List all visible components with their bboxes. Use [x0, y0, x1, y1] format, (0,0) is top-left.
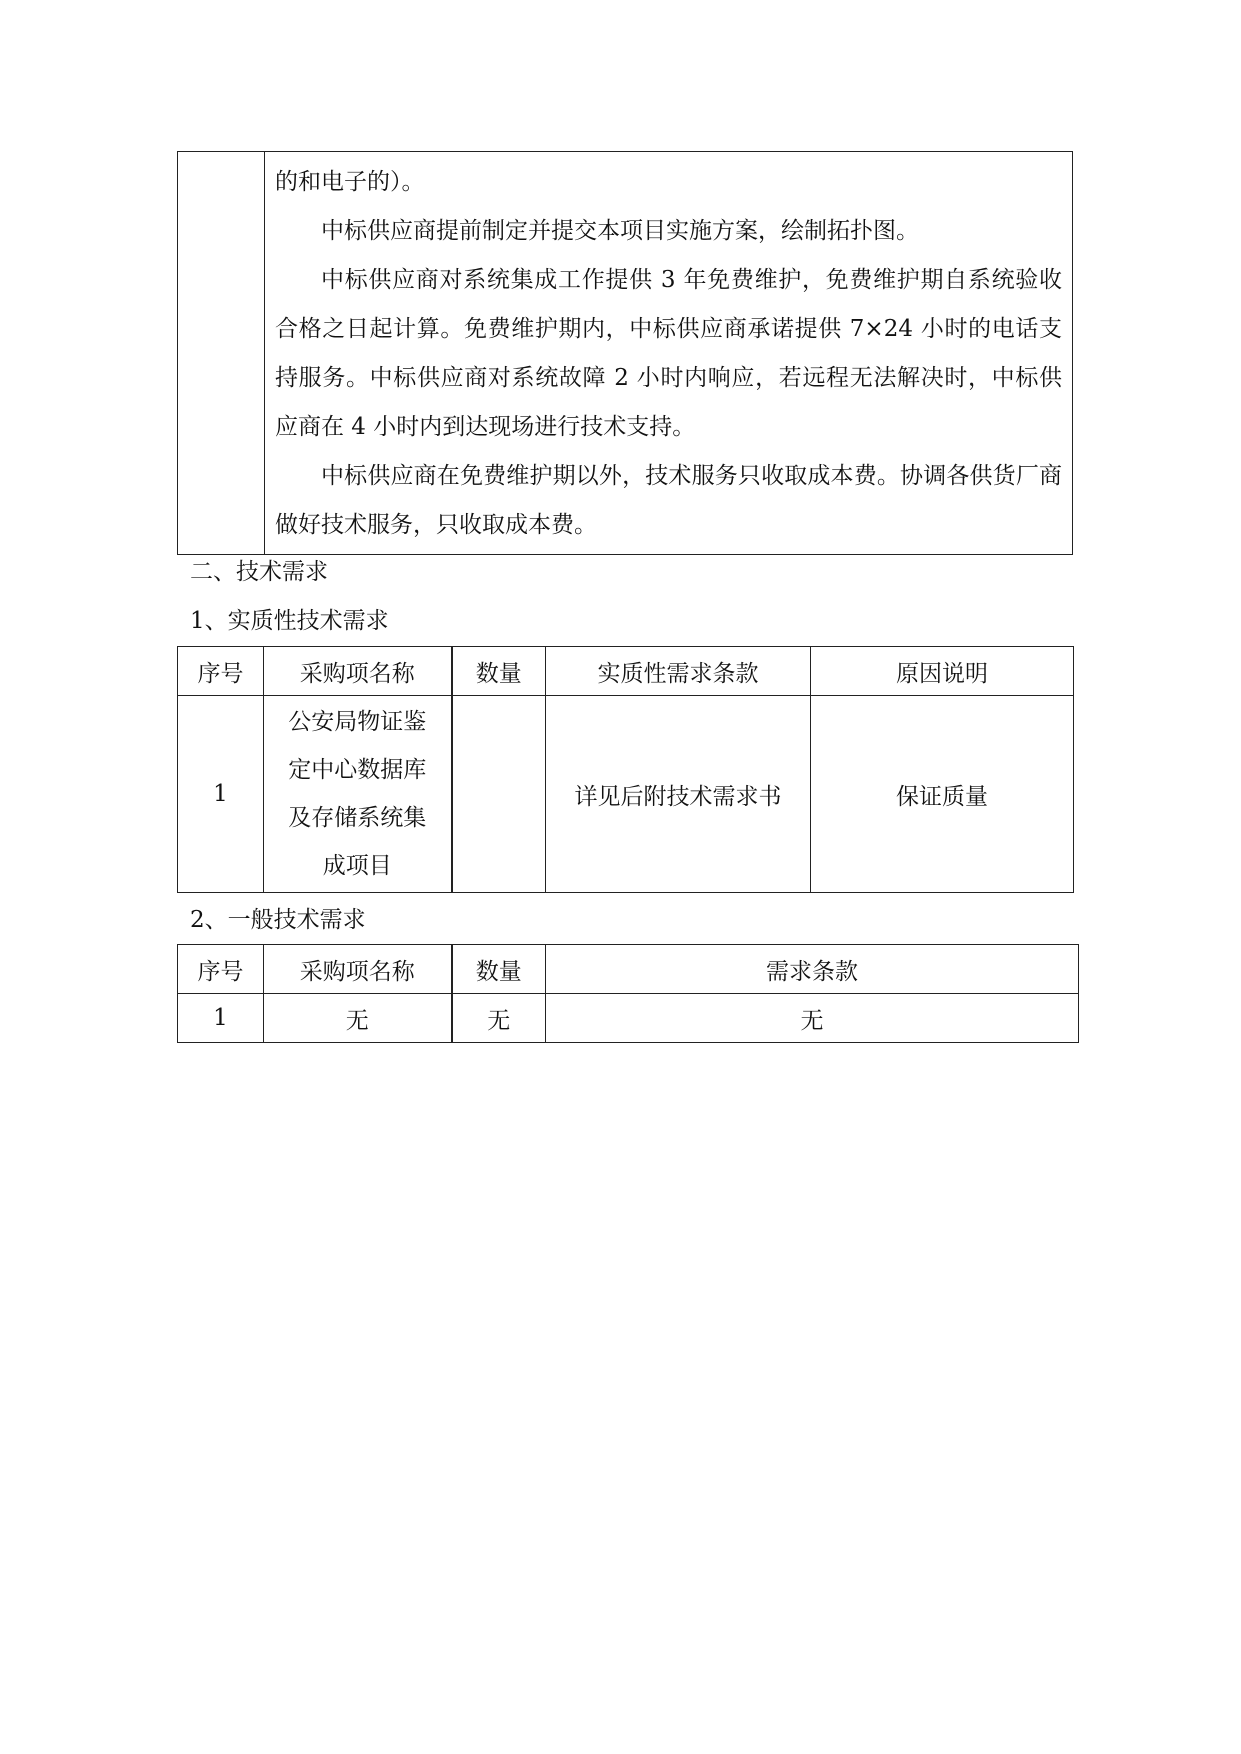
cell-item-name: [264, 696, 452, 893]
header-item-name: 采购项名称: [264, 945, 452, 994]
header-index: 序号: [178, 945, 264, 994]
continuation-paragraph-maintenance: 中标供应商对系统集成工作提供 3 年免费维护，免费维护期自系统验收合格之日起计算。免费维护期内，中标供应商承诺提供 7×24 小时的电话支持服务。中标供应商对系统故障 2 小时内响应，若远程无法解决时，中标供应商在 4 小时内到达现场进行技术支持。: [275, 267, 1062, 440]
table-row: [178, 696, 1074, 893]
continuation-paragraph-plan: 中标供应商提前制定并提交本项目实施方案，绘制拓扑图。: [321, 218, 919, 244]
cell-clause: 无: [546, 994, 1079, 1043]
continuation-table: [177, 151, 1073, 555]
cell-index: 1: [178, 696, 264, 893]
cell-clause: 详见后附技术需求书: [546, 696, 811, 893]
section-heading-technical-requirements: 二、技术需求: [190, 559, 328, 585]
item-name-line: 成项目: [322, 853, 392, 879]
table-row: [178, 994, 1079, 1043]
cell-item-name: 无: [264, 994, 452, 1043]
substantive-requirements-table: [177, 646, 1074, 893]
header-clause: 实质性需求条款: [546, 647, 811, 696]
cell-quantity: [452, 696, 546, 893]
header-item-name: 采购项名称: [264, 647, 452, 696]
continuation-paragraph-cost: 中标供应商在免费维护期以外，技术服务只收取成本费。协调各供货厂商做好技术服务，只收取成本费。: [275, 463, 1062, 538]
general-requirements-table: [177, 944, 1079, 1043]
item-name-line: 及存储系统集: [288, 805, 427, 831]
continuation-line-1: 的和电子的）。: [275, 169, 425, 195]
table-header-row: [178, 647, 1074, 696]
item-name-line: 公安局物证鉴: [288, 709, 427, 735]
subheading-general-requirements: 2、一般技术需求: [190, 907, 366, 933]
header-reason: 原因说明: [811, 647, 1074, 696]
item-name-line: 定中心数据库: [288, 757, 427, 783]
cell-index: 1: [178, 994, 264, 1043]
header-index: 序号: [178, 647, 264, 696]
header-quantity: 数量: [452, 945, 546, 994]
header-clause: 需求条款: [546, 945, 1079, 994]
header-quantity: 数量: [452, 647, 546, 696]
table-header-row: [178, 945, 1079, 994]
continuation-left-cell: [178, 152, 265, 555]
subheading-substantive-requirements: 1、实质性技术需求: [190, 608, 389, 634]
cell-reason: 保证质量: [811, 696, 1074, 893]
continuation-content-cell: [265, 152, 1073, 555]
cell-quantity: 无: [452, 994, 546, 1043]
